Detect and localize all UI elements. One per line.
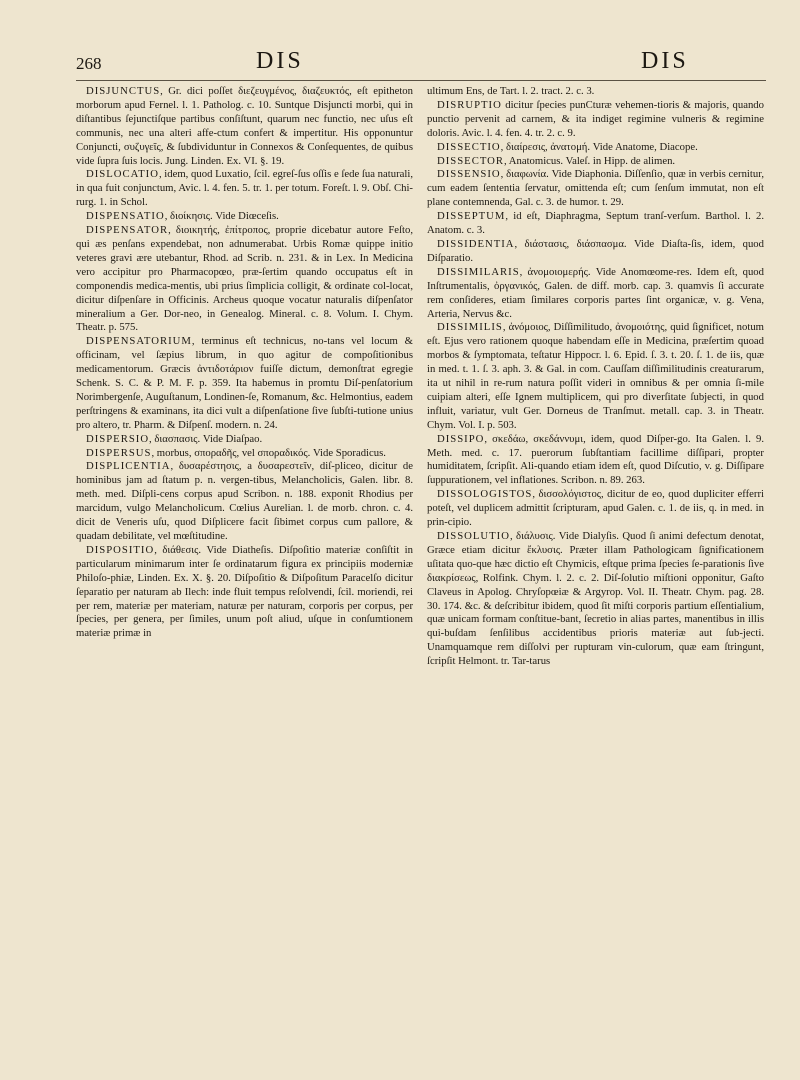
entry-text: , ἀνόμοιος, Diſſimilitudo, ἀνομοιότης, quid ſignificet, notum eſt. Ejus vero rationem quoque habendam eſſe in Medicina, præſertim quoad morbos & ſymptomata, teſtatur Hippocr. l. 6. Epid. ſ. 3. t. 20. ſ. 1. de iis, quæ in med. t. 1. ſ. 3. aph. 3. & Gal. in com. Cauſſam diſſimilitudinis creaturarum, ita ut nihil in re-rum natura poſſit videri in omnibus & per omnia ſi-mile cuipiam alteri, eſſe Ignem multiplicem, qui pro diverſitate ſubjecti, in quod influit, variatur, vult Ger. Dorneus de Tranſmut. metall. cap. 3. in Theatr. Chym. Vol. I. p. 503. [427,321,764,431]
dictionary-entry [76,447,413,461]
dictionary-entry [427,85,764,99]
dictionary-entry [76,335,413,432]
entry-text: , ἀνομοιομερής. Vide Anomœome-res. Idem eſt, quod Inſtrumentalis, ὀργανικός, Galen. de diff. morb. cap. 3. quamvis ſi accurate rem conſideres, etiam ſimilares corporis partes ſint organicæ, v. g. Vena, Arteria, Nervus &c. [427,265,764,320]
entry-headword: DISSIPO [437,432,485,445]
entry-text: , idem, quod Luxatio, ſcil. egreſ-ſus oſſis e ſede ſua naturali, in qua fuit conjunctum, Avic. l. 4. fen. 5. tr. 1. per totum. Foreſt. l. 9. Obſ. Chi-rurg. 1. in Schol. [76,168,413,209]
dictionary-entry [427,321,764,432]
entry-headword: DISLOCATIO [86,168,159,181]
entry-headword: DISPOSITIO [86,543,155,556]
running-head-right: DIS [641,48,689,74]
entry-text: ultimum Ens, de Tart. l. 2. tract. 2. c. 3. [427,85,595,97]
entry-text: , id eſt, Diaphragma, Septum tranſ-verſum. Barthol. l. 2. Anatom. c. 3. [427,210,764,237]
entry-headword: DISPERSIO [86,432,150,445]
entry-text: , διάθεσις. Vide Diatheſis. Diſpoſitio materiæ conſiſtit in particularum minimarum inter ſe ordinatarum figura ex principiis moderniæ Philoſo-phiæ, Linden. Ex. X. §. 20. Diſpoſitio & Diſpoſitum Paracelſo dicitur ſeparatio per naturam ab Ilech: inde fluit tempus reſolvendi, ſcil. moriendi, rei per rem, materiæ per materiam, naturæ per naturam, corporis per corpus, per ſpecies, per genera, per ſimiles, unum poſt aliud, uſque in conſumtionem materiæ primæ in [76,543,413,640]
entry-headword: DISSEPTUM [437,210,506,223]
entry-text: , Gr. dici poſſet διεζευγμένος, διαζευκτός, eſt epitheton morborum apud Fernel. l. 1. Patholog. c. 10. Suntque Disjuncti morbi, qui in diſtantibus ſejunctiſque partibus conſiſtunt, quarum nec functio, nec uſus eſt communis, nec una alteri affe-ctum confert & impertitur. His opponuntur Conjuncti, συζυγεῖς, & ſubdividuntur in Connexos & Conſequentes, de quibus vide ſupra ſuis locis. Jung. Linden. Ex. VI. §. 19. [76,85,413,167]
entry-text: , morbus, σποραδῆς, vel σποραδικός. Vide Sporadicus. [151,446,386,459]
left-column [76,85,413,669]
entry-headword: DISSOLUTIO [437,530,510,542]
entry-headword: DISPENSATORIUM [86,335,192,348]
dictionary-entry [427,433,764,489]
right-column [427,85,764,669]
entry-text: , διοίκησις. Vide Diœceſis. [164,210,279,223]
dictionary-entry [427,99,764,141]
dictionary-entry [76,224,413,335]
entry-text: , δισσολόγιστος, dicitur de eo, quod dupliciter efferri poteſt, vel duplicem admittit ſcripturam, apud Galen. c. 1. de iis, q. in med. in prin-cipio. [427,488,764,529]
entry-headword: DISSIMILIS [437,321,503,334]
text-columns [76,85,766,669]
page-header [76,40,766,81]
dictionary-entry [76,85,413,168]
entry-text: , διοικητής, ἐπίτροπος, proprie dicebatur autore Feſto, qui æs penſans expendebat, non adnumerabat. Urbis Romæ quippe initio veteres gravi ære utebantur, Rhod. ad Scrib. n. 231. & in Lex. In Medicina vero accipitur pro Pharmacopœo, præ-ſertim quando occupatus eſt in componendis medica-mentis, ubi prius ſimplicia colligit, & ordinate col-locat, dicitur diſpenſare in Officinis. Archeus quoque vocatur naturalis diſpenſator mineralium a Ger. Dor-neo, in Genealog. Mineral. c. 8. Volum. I. Chym. Theatr. p. 575. [76,224,413,334]
entry-headword: DISSECTIO [437,140,501,153]
dictionary-entry [76,210,413,224]
entry-text: , Anatomicus. Valeſ. in Hipp. de alimen. [504,154,676,167]
running-head-left: DIS [256,48,304,74]
entry-text: , δυσαρέστησις, a δυσαρεστεῖν, diſ-pliceo, dicitur de hominibus jam ad ſtatum p. n. vergen-tibus, Melancholicis, Galen. libr. 8. meth. med. Diſpli-cens corpus apud Scribon. n. 188. exponit Rhodius per marcidum, vulgo Melancholicum. Cœlius Aurelian. l. de morb. chron. c. 4. dicit de Veneris uſu, quod Diſplicere facit ſibimet corpus cum pallore, & quadam debilitate, vel mœſtitudine. [76,460,413,542]
entry-headword: DISJUNCTUS [86,85,161,97]
dictionary-entry [427,210,764,238]
entry-headword: DISSECTOR [437,154,505,167]
dictionary-entry [427,530,764,669]
entry-headword: DISSIMILARIS [437,265,520,278]
entry-text: , σκεδάω, σκεδάννυμι, idem, quod Diſper-go. Ita Galen. l. 9. Meth. med. c. 17. puerorum ſubſtantiam facillime diſſipari, propter humiditatem, ſcripſit. Ali-quando etiam idem eſt, quod Diſcutio, v. g. Diſſipare ſuppurationem, vel inflationes. Scribon. n. 89. 263. [427,432,764,487]
dictionary-entry [76,433,413,447]
dictionary-entry [427,141,764,155]
dictionary-entry [76,460,413,543]
entry-text: , διάλυσις. Vide Dialyſis. Quod ſi animi defectum denotat, Græce etiam dicitur ἔκλυσις. Præter illam Pathologicam ſignificationem uſitata quo-que hæc dictio eſt Chymicis, eſtque prima ſpecies ſe-parationis ſive διακρίσεως, Rolfink. Chym. l. 2. c. 2. Diſ-ſolutio miſtioni opponitur, Gaſto Claveus in Apolog. Chryſopœiæ & Argyrop. Vol. II. Theatr. Chym. pag. 28. 30. 174. &c. & deſcribitur ibidem, quod ſit miſti corporis partium eſſentialium, quæ unicam formam conſtitue-bant, ſecretio in alias partes, manentibus in illis qui-buſdam ſenſilibus accidentibus prioris materiæ aut ſub-jecti. Unamquamque rem diſſolvi per rupturam vin-culorum, quæ eam ſtringunt, ſcripſit Helmont. tr. Tar-tarus [427,530,764,668]
dictionary-entry [427,168,764,210]
entry-headword: DISSOLOGISTOS [437,488,533,501]
entry-headword: DISRUPTIO [437,98,502,111]
entry-headword: DISPENSATIO [86,210,165,223]
entry-text: , διαφωνία. Vide Diaphonia. Diſſenſio, quæ in verbis cernitur, cum eadem ſententia ſervatur, omittenda eſt; cum ſenſum immutat, non eſt plane contemnenda, Gal. c. 3. de humor. t. 29. [427,168,764,209]
dictionary-entry [427,266,764,322]
dictionary-entry [427,238,764,266]
entry-headword: DISPERSUS [86,446,152,459]
dictionary-entry [427,488,764,530]
entry-text: , διαίρεσις, ἀνατομή. Vide Anatome, Diacope. [500,140,698,153]
dictionary-entry [76,544,413,641]
entry-headword: DISSIDENTIA [437,237,515,250]
entry-text: , terminus eſt technicus, no-tans vel locum & officinam, vel ſæpius librum, in quo agitur de compoſitionibus medicamentorum. Græcis ἀντιδοτάριον fuiſſe dictum, demonſtrat egregie Schenk. S. C. & P. M. F. p. 359. Ita habemus in promtu Diſ-penſatorium Norimbergenſe, Auguſtanum, Londinen-ſe, Romanum, &c. Helmontius, eadem perſtringens & examinans, ita dici vult a diſpenſatione ſive ſubſti-tutione unius pro altero, tr. Pharm. & Diſpenſ. modern. n. 24. [76,335,413,431]
dictionary-entry [427,155,764,169]
entry-headword: DISPLICENTIA [86,460,171,473]
entry-headword: DISPENSATOR [86,224,169,237]
entry-text: , διασπασις. Vide Diaſpao. [149,432,263,445]
entry-headword: DISSENSIO [437,168,501,181]
dictionary-entry [76,168,413,210]
entry-text: dicitur ſpecies punCturæ vehemen-tioris & majoris, quando punctio pervenit ad carnem, & ita indiget regimine vulneris & regimine doloris. Avic. l. 4. fen. 4. tr. 2. c. 9. [427,98,764,139]
entry-text: , διάστασις, διάσπασμα. Vide Diaſta-ſis, idem, quod Diſparatio. [427,237,764,264]
page-number: 268 [76,54,102,73]
